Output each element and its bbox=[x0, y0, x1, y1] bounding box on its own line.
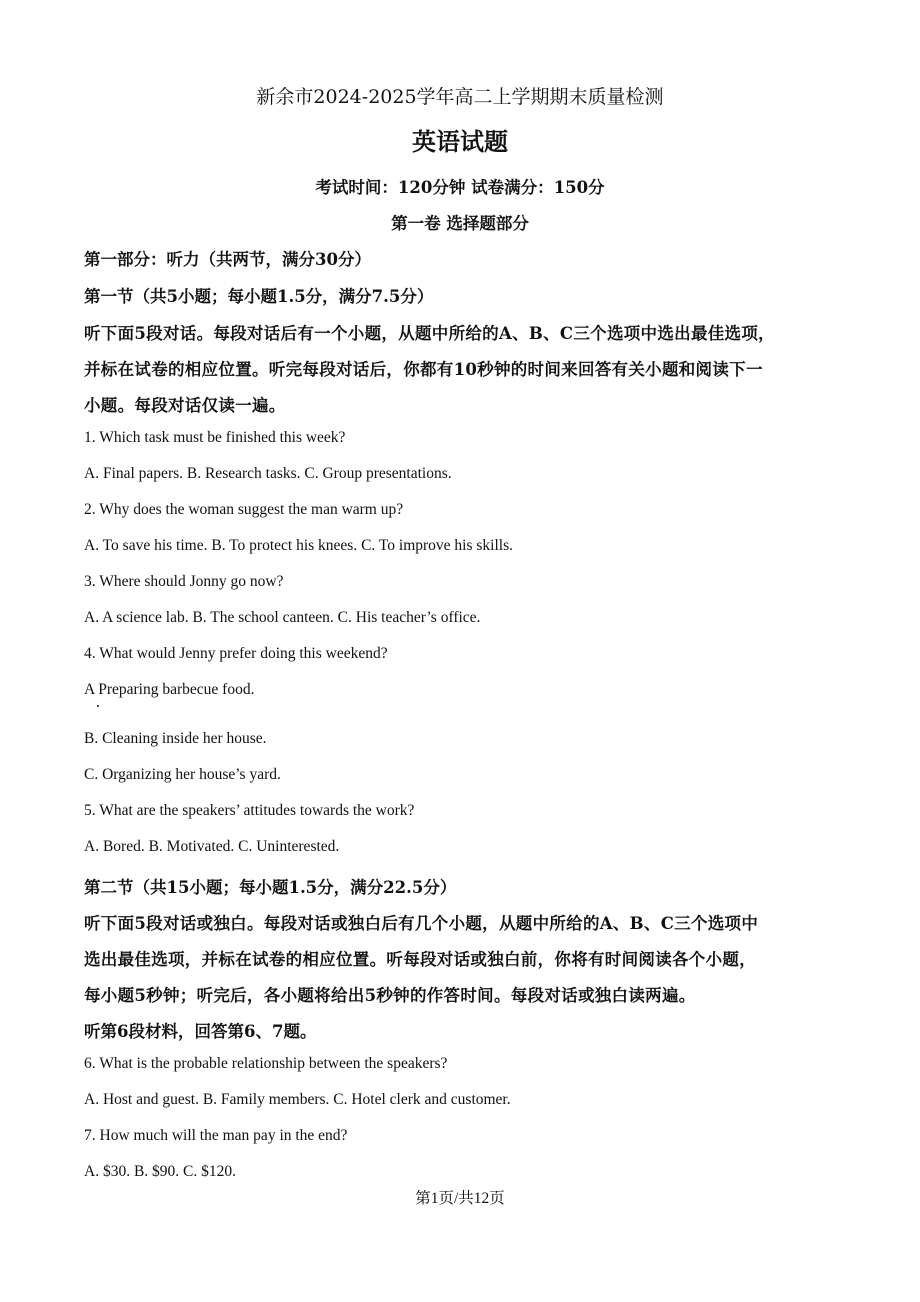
section2-instructions-line3: 每小题5秒钟；听完后，各小题将给出5秒钟的作答时间。每段对话或独白读两遍。 bbox=[84, 986, 696, 1005]
question-5-options: A. Bored. B. Motivated. C. Uninterested. bbox=[84, 838, 340, 855]
question-4-option-a: A Preparing barbecue food. bbox=[84, 681, 255, 698]
page-indicator: 第1页/共12页 bbox=[415, 1190, 505, 1207]
question-6: 6. What is the probable relationship between the speakers? bbox=[84, 1055, 448, 1072]
volume-title: 第一卷 选择题部分 bbox=[391, 214, 529, 233]
question-2: 2. Why does the woman suggest the man warm up? bbox=[84, 501, 404, 518]
question-3: 3. Where should Jonny go now? bbox=[84, 573, 284, 590]
material-6-heading: 听第6段材料，回答第6、7题。 bbox=[84, 1022, 317, 1041]
question-5: 5. What are the speakers’ attitudes towards the work? bbox=[84, 802, 415, 819]
section1-heading: 第一节（共5小题；每小题1.5分，满分7.5分） bbox=[84, 287, 434, 306]
subject-title: 英语试题 bbox=[412, 127, 508, 156]
section1-instructions-line2: 并标在试卷的相应位置。听完每段对话后，你都有10秒钟的时间来回答有关小题和阅读下一 bbox=[84, 360, 763, 379]
question-2-options: A. To save his time. B. To protect his knees. C. To improve his skills. bbox=[84, 537, 514, 554]
section1-instructions-line3: 小题。每段对话仅读一遍。 bbox=[84, 396, 286, 415]
part1-heading: 第一部分：听力（共两节，满分30分） bbox=[84, 250, 371, 269]
question-7-options: A. $30. B. $90. C. $120. bbox=[84, 1163, 236, 1180]
section2-instructions-line2: 选出最佳选项，并标在试卷的相应位置。听每段对话或独白前，你将有时间阅读各个小题， bbox=[84, 950, 756, 969]
exam-title: 新余市2024-2025学年高二上学期期末质量检测 bbox=[256, 86, 664, 108]
question-7: 7. How much will the man pay in the end? bbox=[84, 1127, 348, 1144]
question-4-option-c: C. Organizing her house’s yard. bbox=[84, 766, 281, 783]
question-6-options: A. Host and guest. B. Family members. C. Hotel clerk and customer. bbox=[84, 1091, 511, 1108]
section1-instructions-line1: 听下面5段对话。每段对话后有一个小题，从题中所给的A、B、C三个选项中选出最佳选项， bbox=[84, 324, 775, 343]
section2-instructions-line1: 听下面5段对话或独白。每段对话或独白后有几个小题，从题中所给的A、B、C三个选项中 bbox=[84, 914, 759, 933]
question-4-option-b: B. Cleaning inside her house. bbox=[84, 730, 267, 747]
question-1: 1. Which task must be finished this week? bbox=[84, 429, 346, 446]
exam-info: 考试时间：120分钟 试卷满分：150分 bbox=[315, 178, 605, 197]
section2-heading: 第二节（共15小题；每小题1.5分，满分22.5分） bbox=[84, 878, 457, 897]
question-1-options: A. Final papers. B. Research tasks. C. Group presentations. bbox=[84, 465, 452, 482]
stray-dot-mark bbox=[97, 705, 99, 707]
question-4: 4. What would Jenny prefer doing this weekend? bbox=[84, 645, 388, 662]
question-3-options: A. A science lab. B. The school canteen. C. His teacher’s office. bbox=[84, 609, 481, 626]
